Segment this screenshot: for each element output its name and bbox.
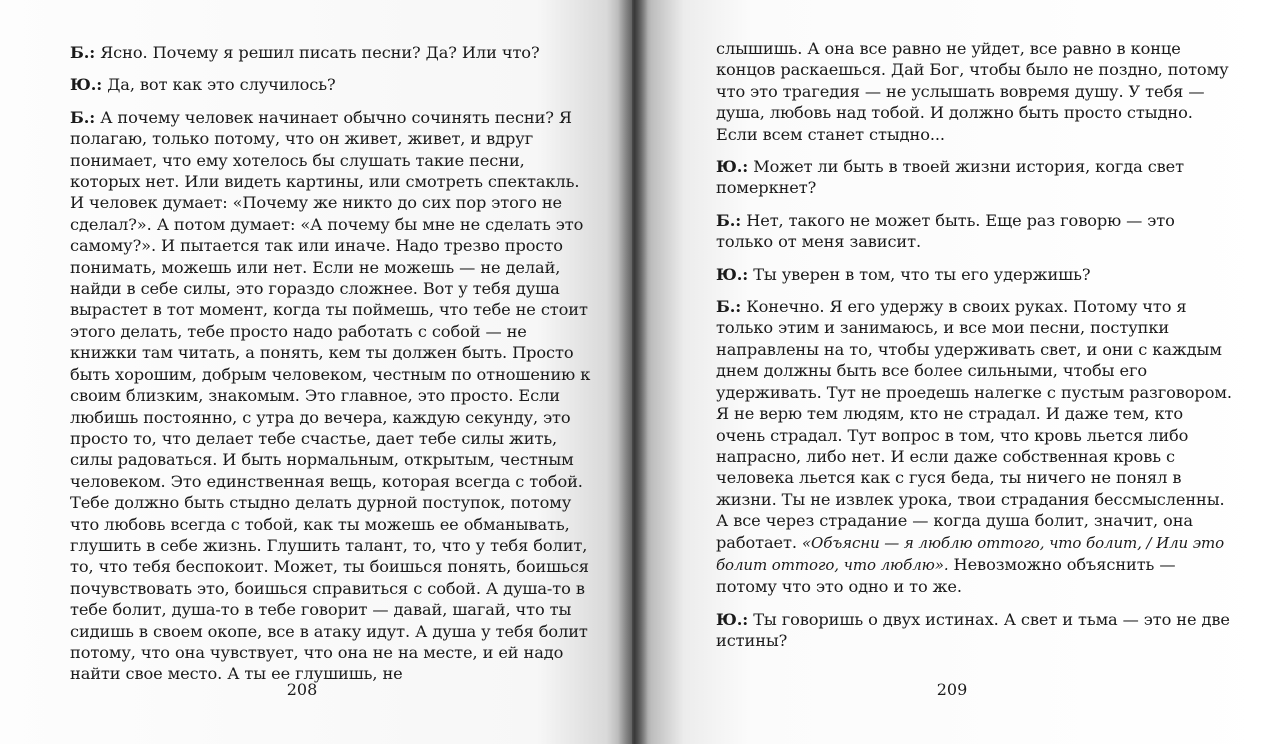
- left-paragraph-3: [70, 107, 592, 685]
- speaker-label: Б.:: [70, 43, 96, 62]
- right-paragraph-1: [716, 156, 1236, 199]
- left-paragraph-2: [70, 74, 592, 95]
- right-paragraph-2: [716, 210, 1236, 253]
- paragraph-tail: Невозможно объяснить — потому что это одно и то же.: [716, 554, 1176, 597]
- paragraph-text: Нет, такого не может быть. Еще раз говорю — это только от меня зависит.: [716, 210, 1175, 252]
- right-paragraph-3: [716, 264, 1236, 285]
- paragraph-text: Ты уверен в том, что ты его удержишь?: [748, 264, 1091, 284]
- page-number-left: 208: [286, 680, 318, 699]
- paragraph-text: Ты говоришь о двух истинах. А свет и тьма — это не две истины?: [716, 609, 1230, 651]
- poem-quote: «Объясни — я люблю оттого, что болит, / Или это болит оттого, что люблю».: [716, 533, 1225, 574]
- right-page: [632, 0, 1280, 744]
- book-gutter-shadow: [618, 0, 648, 744]
- speaker-label: Ю.:: [716, 609, 749, 629]
- left-page-text: [70, 42, 592, 685]
- page-number-right: 209: [936, 680, 968, 699]
- right-paragraph-5: [716, 609, 1236, 652]
- speaker-label: Ю.:: [716, 264, 749, 284]
- paragraph-text: А почему человек начинает обычно сочинять песни? Я полагаю, только потому, что он живет, живет, и вдруг понимает, что ему хотелось бы слушать такие песни, которых нет. Или видеть картины, или смотреть спектакль. И человек думает: «Почему же никто до сих пор этого не сделал?». А потом думает: «А почему бы мне не сделать это самому?». И пытается так или иначе. Надо трезво просто понимать, можешь или нет. Если не можешь — не делай, найди в себе силы, это гораздо сложнее. Вот у тебя душа вырастет в тот момент, когда ты поймешь, что тебе не стоит этого делать, тебе просто надо работать с собой — не книжки там читать, а понять, кем ты должен быть. Просто быть хорошим, добрым человеком, честным по отношению к своим близким, знакомым. Это главное, это просто. Если любишь постоянно, с утра до вечера, каждую секунду, это просто то, что делает тебе счастье, дает тебе силы жить, силы радоваться. И быть нормальным, открытым, честным человеком. Это единственная вещь, которая всегда с тобой. Тебе должно быть стыдно делать дурной поступок, потому что любовь всегда с тобой, как ты можешь ее обманывать, глушить в себе жизнь. Глушить талант, то, что у тебя болит, то, что тебя беспокоит. Может, ты боишься понять, боишься почувствовать это, боишься справиться с собой. А душа-то в тебе болит, душа-то в тебе говорит — давай, шагай, что ты сидишь в своем окопе, все в атаку идут. А душа у тебя болит потому, что она чувствует, что она не на месте, и ей надо найти свое место. А ты ее глушишь, не: [70, 107, 591, 684]
- speaker-label: Б.:: [716, 210, 742, 230]
- speaker-label: Ю.:: [70, 75, 103, 95]
- speaker-label: Б.:: [70, 107, 96, 127]
- paragraph-text: Может ли быть в твоей жизни история, когда свет померкнет?: [716, 157, 1185, 198]
- left-page: [0, 0, 632, 744]
- paragraph-text: Да, вот как это случилось?: [102, 75, 336, 95]
- paragraph-text: Ясно. Почему я решил писать песни? Да? Или что?: [95, 43, 540, 62]
- right-paragraph-4: [716, 296, 1236, 598]
- right-page-text: [716, 38, 1236, 652]
- right-continuation: слышишь. А она все равно не уйдет, все равно в конце концов раскаешься. Дай Бог, чтобы было не поздно, потому что это трагедия — не услышать вовремя душу. У тебя — душа, любовь над тобой. И должно быть просто стыдно. Если всем станет стыдно...: [716, 39, 1229, 144]
- left-paragraph-1: [70, 42, 592, 63]
- speaker-label: Ю.:: [716, 157, 749, 177]
- paragraph-text: Конечно. Я его удержу в своих руках. Потому что я только этим и занимаюсь, и все мои песни, поступки направлены на то, чтобы удерживать свет, и они с каждым днем должны быть все более сильными, чтобы его удерживать. Тут не проедешь налегке с пустым разговором. Я не верю тем людям, кто не страдал. И даже тем, кто очень страдал. Тут вопрос в том, что кровь льется либо напрасно, либо нет. И если даже собственная кровь с человека льется как с гуся беда, ты ничего не понял в жизни. Ты не извлек урока, твои страдания бессмысленны. А все через страдание — когда душа болит, значит, она работает.: [716, 297, 1232, 552]
- speaker-label: Б.:: [716, 297, 742, 317]
